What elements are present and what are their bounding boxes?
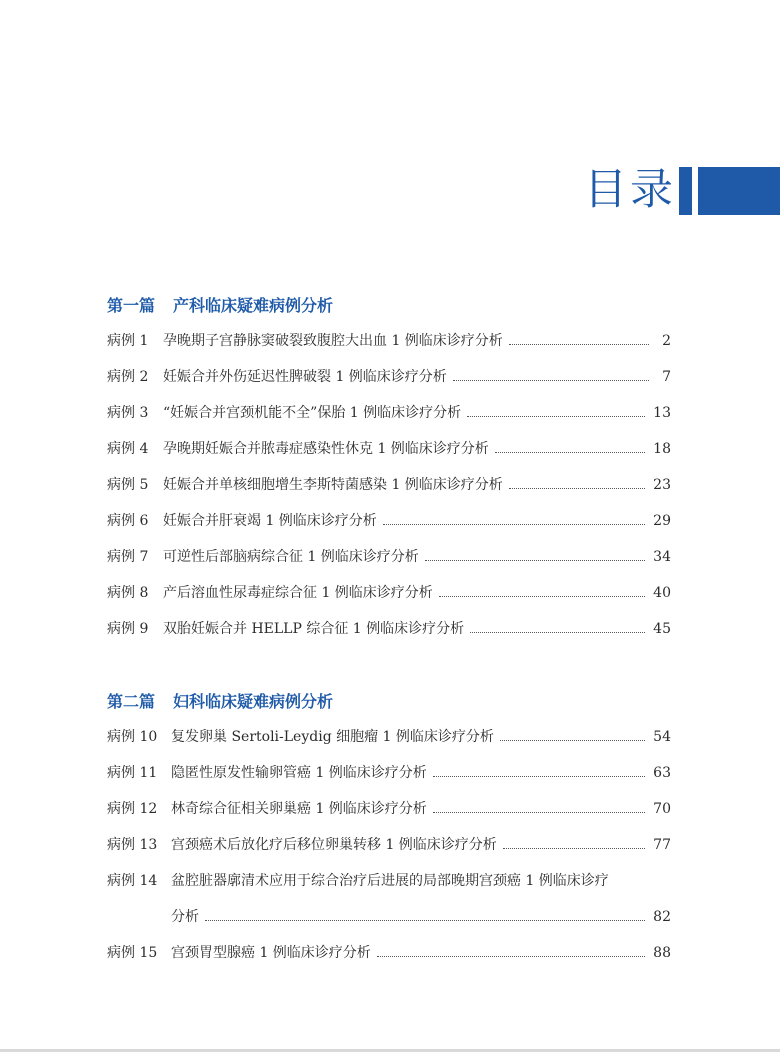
- entry-title[interactable]: 复发卵巢 Sertoli-Leydig 细胞瘤 1 例临床诊疗分析: [171, 729, 494, 745]
- dot-leader: [495, 451, 645, 453]
- case-number: 病例 8: [107, 585, 149, 601]
- dot-leader: [433, 775, 645, 777]
- page-number: 18: [653, 441, 671, 457]
- page-number: 63: [653, 765, 671, 781]
- part-heading: [107, 691, 333, 713]
- dot-leader: [377, 955, 645, 957]
- title-accent-bar-wide: [698, 167, 780, 215]
- part-label: 第二篇: [107, 692, 156, 711]
- entry-title[interactable]: 妊娠合并外伤延迟性脾破裂 1 例临床诊疗分析: [163, 369, 447, 385]
- toc-entry[interactable]: [107, 833, 671, 857]
- dot-leader: [433, 811, 645, 813]
- part-title: 妇科临床疑难病例分析: [173, 692, 334, 711]
- case-number: 病例 14: [107, 873, 158, 889]
- part-title: 产科临床疑难病例分析: [173, 296, 334, 315]
- entry-title-continued[interactable]: 分析: [171, 909, 199, 925]
- case-number: 病例 11: [107, 765, 158, 781]
- entry-title[interactable]: 孕晚期妊娠合并脓毒症感染性休克 1 例临床诊疗分析: [163, 441, 489, 457]
- page-number: 40: [653, 585, 671, 601]
- case-number: 病例 4: [107, 441, 149, 457]
- dot-leader: [470, 631, 645, 633]
- page-number: 82: [653, 909, 671, 925]
- toc-entry[interactable]: [107, 365, 671, 389]
- entry-title[interactable]: 盆腔脏器廓清术应用于综合治疗后进展的局部晚期宫颈癌 1 例临床诊疗: [171, 873, 609, 889]
- toc-entry[interactable]: [107, 725, 671, 749]
- dot-leader: [205, 919, 645, 921]
- entry-title[interactable]: 可逆性后部脑病综合征 1 例临床诊疗分析: [163, 549, 419, 565]
- entry-title[interactable]: 林奇综合征相关卵巢癌 1 例临床诊疗分析: [171, 801, 427, 817]
- dot-leader: [439, 595, 645, 597]
- toc-entry[interactable]: [107, 905, 671, 929]
- part-label: 第一篇: [107, 296, 156, 315]
- case-number: 病例 15: [107, 945, 158, 961]
- page-number: 54: [653, 729, 671, 745]
- part-heading: [107, 295, 333, 317]
- page-number: 77: [653, 837, 671, 853]
- entry-title[interactable]: 隐匿性原发性输卵管癌 1 例临床诊疗分析: [171, 765, 427, 781]
- case-number: 病例 2: [107, 369, 149, 385]
- toc-entry[interactable]: [107, 617, 671, 641]
- entry-title[interactable]: 孕晚期子宫静脉窦破裂致腹腔大出血 1 例临床诊疗分析: [163, 333, 503, 349]
- page-title: 目录: [584, 165, 676, 215]
- toc-entry[interactable]: [107, 941, 671, 965]
- dot-leader: [467, 415, 645, 417]
- toc-entry[interactable]: [107, 797, 671, 821]
- page-number: 70: [653, 801, 671, 817]
- toc-entry[interactable]: [107, 437, 671, 461]
- toc-entry[interactable]: [107, 473, 671, 497]
- case-number: 病例 12: [107, 801, 158, 817]
- toc-entry[interactable]: [107, 329, 671, 353]
- entry-title[interactable]: 妊娠合并单核细胞增生李斯特菌感染 1 例临床诊疗分析: [163, 477, 503, 493]
- page-number: 2: [662, 333, 671, 349]
- title-accent-bar-thin: [679, 167, 692, 215]
- dot-leader: [383, 523, 645, 525]
- entry-title[interactable]: 产后溶血性尿毒症综合征 1 例临床诊疗分析: [163, 585, 433, 601]
- entry-title[interactable]: “妊娠合并宫颈机能不全”保胎 1 例临床诊疗分析: [163, 405, 462, 421]
- entry-title[interactable]: 双胎妊娠合并 HELLP 综合征 1 例临床诊疗分析: [163, 621, 465, 637]
- toc-entry[interactable]: [107, 545, 671, 569]
- case-number: 病例 1: [107, 333, 149, 349]
- page-number: 13: [653, 405, 671, 421]
- page-number: 45: [653, 621, 671, 637]
- entry-title[interactable]: 妊娠合并肝衰竭 1 例临床诊疗分析: [163, 513, 377, 529]
- dot-leader: [509, 343, 649, 345]
- toc-entry[interactable]: [107, 581, 671, 605]
- dot-leader: [425, 559, 645, 561]
- page-number: 23: [653, 477, 671, 493]
- case-number: 病例 10: [107, 729, 158, 745]
- case-number: 病例 6: [107, 513, 149, 529]
- entry-title[interactable]: 宫颈胃型腺癌 1 例临床诊疗分析: [171, 945, 371, 961]
- case-number: 病例 9: [107, 621, 149, 637]
- dot-leader: [453, 379, 649, 381]
- case-number: 病例 5: [107, 477, 149, 493]
- page-number: 88: [653, 945, 671, 961]
- dot-leader: [509, 487, 645, 489]
- entry-title[interactable]: 宫颈癌术后放化疗后移位卵巢转移 1 例临床诊疗分析: [171, 837, 497, 853]
- page-number: 34: [653, 549, 671, 565]
- toc-entry[interactable]: [107, 761, 671, 785]
- dot-leader: [503, 847, 645, 849]
- page-number: 7: [662, 369, 671, 385]
- page-number: 29: [653, 513, 671, 529]
- case-number: 病例 13: [107, 837, 158, 853]
- dot-leader: [500, 739, 645, 741]
- case-number: 病例 7: [107, 549, 149, 565]
- toc-entry[interactable]: [107, 401, 671, 425]
- toc-entry[interactable]: [107, 509, 671, 533]
- case-number: 病例 3: [107, 405, 149, 421]
